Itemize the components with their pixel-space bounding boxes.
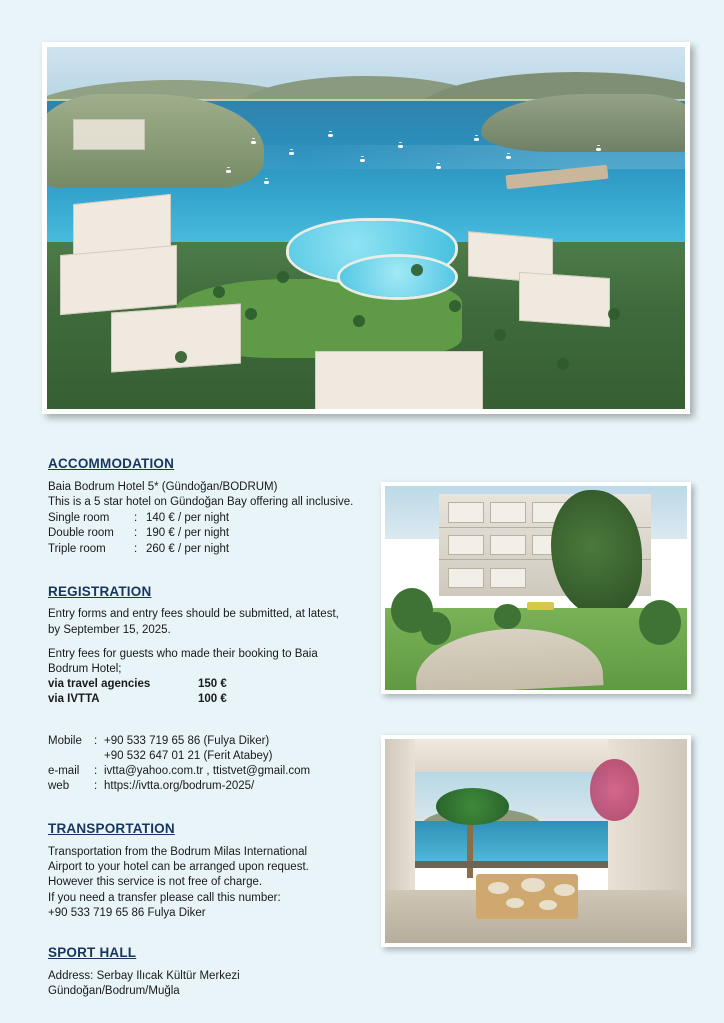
photo-frame-hotel-exterior [381, 482, 691, 694]
terrace-photo-plate [488, 882, 509, 894]
hero-boat [360, 159, 365, 162]
hero-resort-building [315, 351, 483, 409]
section-accommodation [48, 455, 378, 557]
hero-tree [494, 329, 506, 341]
contact-key: Mobile [48, 734, 82, 747]
fee-row [48, 677, 378, 692]
hotel-photo-bench [527, 602, 554, 610]
contact-key: web [48, 780, 70, 793]
rate-value: 260 € / per night [146, 542, 230, 555]
hotel-balcony [448, 535, 484, 555]
rate-row [48, 542, 378, 557]
hero-tree [245, 308, 257, 320]
accommodation-rate-list [48, 511, 378, 557]
rate-value: 190 € / per night [146, 527, 230, 540]
brochure-text-column [48, 455, 378, 1013]
section-sport-hall [48, 944, 378, 999]
fee-value: 150 € [198, 678, 227, 691]
sport-hall-heading: SPORT HALL [48, 944, 137, 960]
contact-colon: : [94, 780, 98, 793]
hotel-balcony [490, 535, 526, 555]
fee-row [48, 692, 378, 707]
contact-row-web [48, 779, 378, 794]
terrace-photo-sea [415, 821, 608, 866]
hero-boat [226, 170, 231, 173]
registration-heading: REGISTRATION [48, 583, 152, 599]
terrace-photo-bougainvillea [590, 759, 638, 820]
rate-colon: : [134, 512, 138, 525]
contact-row-email [48, 764, 378, 779]
spacer [48, 935, 378, 944]
contact-colon [94, 749, 104, 764]
rate-row [48, 511, 378, 526]
hero-swimming-pool-secondary [340, 257, 455, 297]
hero-resort-building [519, 272, 610, 327]
accommodation-line-1: Baia Bodrum Hotel 5* (Gündoğan/BODRUM) [48, 480, 278, 493]
registration-line-2: by September 15, 2025. [48, 623, 171, 636]
contact-colon: : [94, 764, 98, 777]
spacer [48, 808, 378, 820]
photo-frame-terrace [381, 735, 691, 947]
rate-row [48, 526, 378, 541]
hotel-balcony [448, 502, 484, 522]
hotel-balcony [490, 502, 526, 522]
section-registration [48, 583, 378, 708]
accommodation-line-2: This is a 5 star hotel on Gündoğan Bay offering all inclusive. [48, 495, 354, 508]
contact-key: e-mail [48, 764, 80, 777]
transportation-heading: TRANSPORTATION [48, 821, 175, 837]
section-transportation [48, 820, 378, 921]
contact-value-email[interactable]: ivtta@yahoo.com.tr , ttistvet@gmail.com [104, 764, 311, 777]
hero-tree [608, 308, 620, 320]
spacer [48, 722, 378, 734]
contact-key [48, 749, 94, 764]
transportation-line-2: Airport to your hotel can be arranged upon request. [48, 861, 309, 874]
hotel-photo-shrub [494, 604, 521, 628]
rate-value: 140 € / per night [146, 512, 230, 525]
contact-row-mobile [48, 734, 378, 749]
hero-photo-resort-aerial [47, 47, 685, 409]
rate-colon: : [134, 542, 138, 555]
fee-label: via travel agencies [48, 678, 151, 691]
hotel-photo-large-tree [551, 490, 642, 616]
sport-hall-address-line-1: Address: Serbay Ilıcak Kültür Merkezi [48, 969, 240, 982]
fee-value: 100 € [198, 693, 227, 706]
spacer [48, 638, 378, 647]
registration-line-4: Bodrum Hotel; [48, 663, 122, 675]
photo-hotel-exterior [385, 486, 687, 690]
contact-value: +90 533 719 65 86 (Fulya Diker) [104, 734, 270, 747]
registration-line-1: Entry forms and entry fees should be submitted, at latest, [48, 608, 339, 621]
photo-balcony-terrace [385, 739, 687, 943]
hero-boat [474, 138, 479, 141]
transportation-line-1: Transportation from the Bodrum Milas International [48, 846, 308, 859]
rate-label: Triple room [48, 542, 106, 555]
transportation-phone: +90 533 719 65 86 Fulya Diker [48, 906, 206, 919]
spacer [48, 571, 378, 583]
registration-line-3: Entry fees for guests who made their booking to Baia [48, 647, 318, 660]
contact-colon: : [94, 734, 98, 747]
sport-hall-address-line-2: Gündoğan/Bodrum/Muğla [48, 984, 180, 997]
accommodation-heading: ACCOMMODATION [48, 456, 175, 471]
hero-hillside-building [73, 119, 145, 150]
section-contact [48, 734, 378, 795]
rate-colon: : [134, 527, 138, 540]
hero-tree [175, 351, 187, 363]
rate-label: Single room [48, 512, 110, 525]
hero-tree [213, 286, 225, 298]
contact-value: +90 532 647 01 21 (Ferit Atabey) [104, 749, 273, 762]
hotel-balcony [490, 568, 526, 588]
terrace-photo-railing [415, 861, 608, 867]
transportation-line-4: If you need a transfer please call this number: [48, 891, 281, 904]
hero-boat [264, 181, 269, 184]
transportation-line-3: However this service is not free of charge. [48, 876, 263, 889]
hero-resort-building [60, 245, 177, 315]
terrace-photo-palm-fronds [436, 788, 508, 825]
hero-boat [398, 145, 403, 148]
rate-label: Double room [48, 527, 114, 540]
hero-boat [328, 134, 333, 137]
contact-value-website-link[interactable]: https://ivtta.org/bodrum-2025/ [104, 780, 255, 793]
hero-resort-building [111, 303, 241, 372]
hero-photo-frame [42, 42, 690, 414]
terrace-photo-plate [521, 878, 545, 892]
hotel-balcony [448, 568, 484, 588]
contact-row-mobile-secondary [48, 749, 378, 764]
hero-tree [411, 264, 423, 276]
hero-boat [506, 156, 511, 159]
hotel-photo-shrub [639, 600, 681, 645]
fee-label: via IVTTA [48, 693, 100, 706]
registration-fee-list [48, 677, 378, 707]
